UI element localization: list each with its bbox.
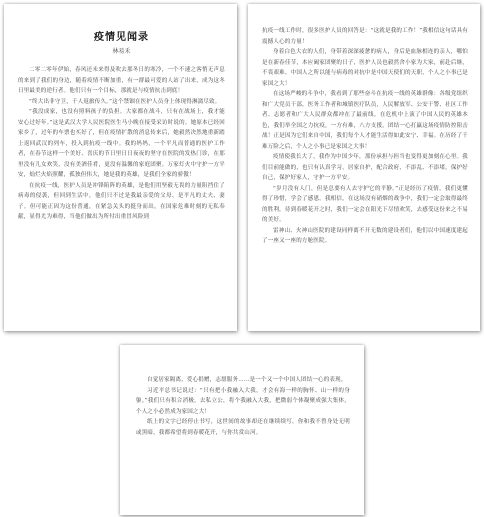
paragraph: “岁月没有人门，但是总要有人去守护它的平静。”正是经历了疫情，我们更懂得了珍惜，学会了感恩。我相信，在这场没有硝烟的战争中，我们一定会取得最终的胜利。待到春暖花开之时，我们一定会在阳光下尽情欢笑，去感受这份来之不易的美好。 — [262, 185, 468, 223]
document-page-1 — [4, 4, 237, 331]
paragraph: 疫情使我长大了，我作为中国少年，那份承担与担当也变得更加刻在心里。我们目前能做的，也只有认真学习，居家自护，配合政府，不添乱、不添堵，保护好自己，保护好家人，守护一方平安。 — [262, 154, 468, 181]
paragraph: 自觉居家隔离，爱心捐赠，志愿服务……是一个又一个中国人团结一心的表现。 — [147, 377, 347, 383]
paragraph: 纸上的文字已经停止书写，这世间的故事却还在继续续写。你和我不曾身处无明或黑暗，我都希望将到春暖花开，与你共赏山河。 — [136, 419, 350, 436]
document-page-3 — [120, 345, 364, 515]
essay-title: 疫情见闻录 — [94, 32, 149, 43]
document-page-2 — [248, 4, 480, 331]
paragraph: “终大出非守卫，千人返旅传久。”这个禁锢在医护人员身上体现得淋漓尽致。 — [29, 98, 221, 105]
paragraph: 在抗疫一线，医护人员是冲锋陷阵的英雄，是他们用坚毅无畏的力量阻挡住了病毒的侵袭，但回到生活中，他们只不过是我最亲爱的父母、是平凡的丈夫、妻子。但可能正因为这份普通，在紧急关头的挺身而出，在国家危难时刻的无私奉献，显得尤为难得，当他们做出为所付出重冒风险到 — [18, 182, 225, 220]
paragraph: 二零二零年伊始，春风还未来得及吹去那冬日的寒冷，一个不速之客悄无声息的来到了我们的身边，随着疫情不断加重，有一群最可爱的人站了出来，成为这冬日里最美的逆行者。他们只有一个目标，那就是与疫情抗击到底！ — [18, 67, 225, 94]
essay-author: 林易禾 — [112, 48, 131, 55]
paragraph: “我没成家，也没有照料孩子的负担。大家都在战斗，只有在战场上，我才能安心过好年。”这是武汉大学人民医院医生马小晚在接受采访时说的。她原本已经回家乡了，过年的车票也买好了，但在疫情扩散的消息传来后，她毅然决然地重新踏上返回武汉的列车，投入到抗疫一线中。我的妈妈，一个平凡而普通的医护工作者，在春节这样一个美好、喜庆的节日里日日夜夜的坚守在医院的发热门诊，在那里没有儿女欢笑，没有美酒佳肴，更没有温馨的家庭团聚。万家灯火中守护一方平安，灿烂火焰照耀，孤独但伟大，她是我的英雄，是我们全家的骄傲！ — [18, 109, 225, 178]
paragraph: 雷神山、火神山医院的建设同样离不开无数的建设者们，他们以中国速度建起了一座又一座的方舱医院。 — [262, 227, 468, 244]
paragraph: 抗疫一线工作时，很多医护人员的回答是：“这就是我的工作！”我相信这句话具有震撼人心的力量！ — [262, 28, 468, 45]
paragraph: 身着白色大衣的人们，身带着深深疲惫的病人，身后是血脉相连的亲人，哪怕是在新春佳节，本应阖家团聚的日子，医护人员也毅然舍小家为大家，前赴后继，不畏艰难。中国人之所以能与病毒的对抗中是中国天使们的天职，个人之小事已是家国之大！ — [262, 49, 468, 87]
paragraph: 习近平总书记说过：“只有把小我融入大我，才会有海一样的胸怀、山一样的身躯。”我们只有积合消极，去私立公，将个我融入大我，把微弱个体凝聚成强大集体，个人之小必然成为家国之大！ — [136, 387, 350, 415]
paragraph: 在这场严峻的斗争中，我看到了那些奋斗在抗疫一线的英雄群像：各级党组织和广大党员干部，医务工作者和城镇医疗队员，人民解放军、公安干警、社区工作者、志愿者和广大人民群众都冲在了最前线。在危机中上演了中国人民的英雄本色，我们举全国之力抗疫，一方有难，八方支援，团结一心打赢这场疫情防控阻击战！正是因为它们来自中国，我们每个人才能生活得如此安宁、幸福。在历经了千难万险之后，个人之小事已是家国之大事！ — [262, 91, 468, 150]
